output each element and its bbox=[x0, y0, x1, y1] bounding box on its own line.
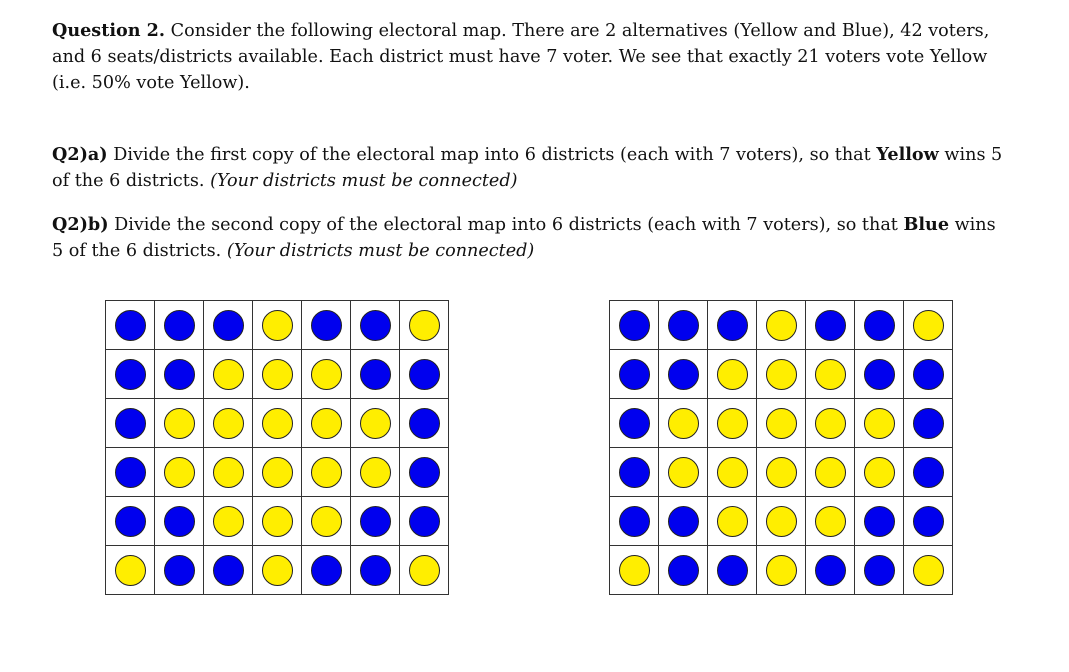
blue-voter-dot bbox=[360, 506, 391, 537]
blue-voter-dot bbox=[360, 310, 391, 341]
yellow-voter-dot bbox=[262, 555, 293, 586]
blue-voter-dot bbox=[311, 310, 342, 341]
yellow-voter-dot bbox=[262, 408, 293, 439]
map-cell bbox=[610, 546, 659, 595]
map-cell bbox=[904, 301, 953, 350]
electoral-map-second-copy bbox=[609, 300, 953, 595]
map-cell bbox=[806, 301, 855, 350]
blue-voter-dot bbox=[717, 555, 748, 586]
map-cell bbox=[253, 497, 302, 546]
map-cell bbox=[253, 448, 302, 497]
map-cell bbox=[351, 399, 400, 448]
blue-voter-dot bbox=[668, 310, 699, 341]
blue-voter-dot bbox=[213, 555, 244, 586]
blue-voter-dot bbox=[164, 359, 195, 390]
map-cell bbox=[659, 301, 708, 350]
yellow-voter-dot bbox=[360, 457, 391, 488]
blue-voter-dot bbox=[164, 506, 195, 537]
yellow-voter-dot bbox=[262, 310, 293, 341]
map-cell bbox=[610, 350, 659, 399]
part-a bbox=[52, 142, 1007, 194]
yellow-voter-dot bbox=[311, 506, 342, 537]
map-cell bbox=[806, 546, 855, 595]
map-cell bbox=[106, 399, 155, 448]
map-cell bbox=[708, 546, 757, 595]
blue-voter-dot bbox=[864, 506, 895, 537]
map-cell bbox=[855, 448, 904, 497]
blue-voter-dot bbox=[115, 408, 146, 439]
map-cell bbox=[757, 301, 806, 350]
yellow-voter-dot bbox=[717, 359, 748, 390]
map-cell bbox=[155, 301, 204, 350]
map-cell bbox=[106, 497, 155, 546]
electoral-map-first-copy bbox=[105, 300, 449, 595]
map-cell bbox=[904, 350, 953, 399]
yellow-voter-dot bbox=[311, 408, 342, 439]
blue-voter-dot bbox=[164, 555, 195, 586]
blue-voter-dot bbox=[864, 310, 895, 341]
part-a-note: (Your districts must be connected) bbox=[210, 171, 518, 191]
map-cell bbox=[351, 546, 400, 595]
blue-voter-dot bbox=[717, 310, 748, 341]
map-cell bbox=[351, 301, 400, 350]
blue-voter-dot bbox=[115, 506, 146, 537]
map-cell bbox=[253, 350, 302, 399]
yellow-voter-dot bbox=[409, 555, 440, 586]
map-cell bbox=[708, 399, 757, 448]
map-cell bbox=[400, 448, 449, 497]
blue-voter-dot bbox=[864, 359, 895, 390]
map-cell bbox=[302, 350, 351, 399]
blue-voter-dot bbox=[213, 310, 244, 341]
blue-voter-dot bbox=[619, 457, 650, 488]
yellow-voter-dot bbox=[913, 310, 944, 341]
yellow-voter-dot bbox=[815, 457, 846, 488]
map-cell bbox=[904, 546, 953, 595]
map-cell bbox=[610, 399, 659, 448]
map-cell bbox=[400, 546, 449, 595]
blue-voter-dot bbox=[311, 555, 342, 586]
map-cell bbox=[302, 546, 351, 595]
map-cell bbox=[708, 350, 757, 399]
blue-voter-dot bbox=[409, 457, 440, 488]
blue-voter-dot bbox=[815, 555, 846, 586]
yellow-voter-dot bbox=[766, 310, 797, 341]
blue-voter-dot bbox=[409, 359, 440, 390]
map-cell bbox=[904, 497, 953, 546]
question-intro-text: Consider the following electoral map. There are 2 alternatives (Yellow and Blue), 42 voters, and 6 seats/districts available. Each district must have 7 voter. We see that exactly 21 voters vote Yellow (i.e. 50% vote Yellow). bbox=[52, 21, 990, 93]
map-cell bbox=[610, 301, 659, 350]
part-b-winner: Blue bbox=[903, 214, 950, 235]
part-a-label: Q2)a) bbox=[52, 144, 108, 165]
part-b-label: Q2)b) bbox=[52, 214, 109, 235]
map-cell bbox=[400, 399, 449, 448]
yellow-voter-dot bbox=[766, 408, 797, 439]
map-cell bbox=[351, 350, 400, 399]
yellow-voter-dot bbox=[262, 359, 293, 390]
map-cell bbox=[610, 497, 659, 546]
yellow-voter-dot bbox=[311, 457, 342, 488]
blue-voter-dot bbox=[668, 359, 699, 390]
map-cell bbox=[855, 497, 904, 546]
map-cell bbox=[610, 448, 659, 497]
yellow-voter-dot bbox=[864, 408, 895, 439]
yellow-voter-dot bbox=[766, 457, 797, 488]
blue-voter-dot bbox=[409, 506, 440, 537]
yellow-voter-dot bbox=[668, 408, 699, 439]
map-cell bbox=[757, 350, 806, 399]
map-cell bbox=[806, 399, 855, 448]
map-cell bbox=[204, 350, 253, 399]
map-cell bbox=[659, 546, 708, 595]
map-cell bbox=[302, 399, 351, 448]
blue-voter-dot bbox=[115, 310, 146, 341]
part-b-result: wins 5 of the 6 districts. bbox=[52, 215, 996, 261]
blue-voter-dot bbox=[619, 506, 650, 537]
map-cell bbox=[204, 546, 253, 595]
yellow-voter-dot bbox=[668, 457, 699, 488]
yellow-voter-dot bbox=[717, 408, 748, 439]
map-cell bbox=[708, 497, 757, 546]
yellow-voter-dot bbox=[409, 310, 440, 341]
part-b bbox=[52, 212, 1007, 264]
map-cell bbox=[155, 546, 204, 595]
map-cell bbox=[302, 448, 351, 497]
map-cell bbox=[659, 350, 708, 399]
map-cell bbox=[855, 301, 904, 350]
map-cell bbox=[855, 350, 904, 399]
map-cell bbox=[855, 399, 904, 448]
part-a-text: Divide the first copy of the electoral map into 6 districts (each with 7 voters), so that bbox=[113, 145, 871, 165]
yellow-voter-dot bbox=[815, 408, 846, 439]
yellow-voter-dot bbox=[213, 506, 244, 537]
blue-voter-dot bbox=[913, 506, 944, 537]
yellow-voter-dot bbox=[766, 359, 797, 390]
blue-voter-dot bbox=[864, 555, 895, 586]
blue-voter-dot bbox=[360, 555, 391, 586]
map-cell bbox=[806, 350, 855, 399]
map-cell bbox=[806, 448, 855, 497]
blue-voter-dot bbox=[815, 310, 846, 341]
yellow-voter-dot bbox=[164, 408, 195, 439]
blue-voter-dot bbox=[115, 457, 146, 488]
yellow-voter-dot bbox=[766, 555, 797, 586]
map-cell bbox=[400, 350, 449, 399]
map-cell bbox=[204, 448, 253, 497]
map-cell bbox=[155, 448, 204, 497]
yellow-voter-dot bbox=[913, 555, 944, 586]
blue-voter-dot bbox=[913, 408, 944, 439]
map-cell bbox=[904, 399, 953, 448]
yellow-voter-dot bbox=[311, 359, 342, 390]
map-cell bbox=[659, 448, 708, 497]
map-cell bbox=[351, 497, 400, 546]
blue-voter-dot bbox=[360, 359, 391, 390]
blue-voter-dot bbox=[668, 555, 699, 586]
map-cell bbox=[106, 546, 155, 595]
map-cell bbox=[155, 399, 204, 448]
map-cell bbox=[659, 497, 708, 546]
map-cell bbox=[400, 497, 449, 546]
yellow-voter-dot bbox=[360, 408, 391, 439]
map-cell bbox=[106, 301, 155, 350]
map-cell bbox=[806, 497, 855, 546]
map-cell bbox=[757, 399, 806, 448]
map-cell bbox=[106, 448, 155, 497]
map-cell bbox=[351, 448, 400, 497]
map-cell bbox=[204, 399, 253, 448]
map-cell bbox=[400, 301, 449, 350]
map-cell bbox=[708, 301, 757, 350]
yellow-voter-dot bbox=[115, 555, 146, 586]
map-cell bbox=[106, 350, 155, 399]
map-cell bbox=[204, 301, 253, 350]
blue-voter-dot bbox=[913, 359, 944, 390]
blue-voter-dot bbox=[164, 310, 195, 341]
yellow-voter-dot bbox=[262, 457, 293, 488]
yellow-voter-dot bbox=[262, 506, 293, 537]
map-cell bbox=[757, 448, 806, 497]
map-cell bbox=[204, 497, 253, 546]
yellow-voter-dot bbox=[164, 457, 195, 488]
yellow-voter-dot bbox=[815, 359, 846, 390]
map-cell bbox=[904, 448, 953, 497]
map-cell bbox=[708, 448, 757, 497]
blue-voter-dot bbox=[913, 457, 944, 488]
blue-voter-dot bbox=[409, 408, 440, 439]
part-a-winner: Yellow bbox=[876, 144, 939, 165]
map-cell bbox=[302, 301, 351, 350]
blue-voter-dot bbox=[619, 408, 650, 439]
map-cell bbox=[757, 497, 806, 546]
yellow-voter-dot bbox=[864, 457, 895, 488]
map-cell bbox=[855, 546, 904, 595]
blue-voter-dot bbox=[619, 359, 650, 390]
yellow-voter-dot bbox=[717, 457, 748, 488]
map-cell bbox=[253, 546, 302, 595]
yellow-voter-dot bbox=[717, 506, 748, 537]
part-b-text: Divide the second copy of the electoral map into 6 districts (each with 7 voters), so that bbox=[114, 215, 898, 235]
map-cell bbox=[253, 399, 302, 448]
map-cell bbox=[253, 301, 302, 350]
map-cell bbox=[757, 546, 806, 595]
yellow-voter-dot bbox=[619, 555, 650, 586]
part-a-result: wins 5 of the 6 districts. bbox=[52, 145, 1003, 191]
map-cell bbox=[155, 497, 204, 546]
blue-voter-dot bbox=[668, 506, 699, 537]
yellow-voter-dot bbox=[213, 359, 244, 390]
question-intro bbox=[52, 18, 1007, 96]
map-cell bbox=[659, 399, 708, 448]
map-cell bbox=[302, 497, 351, 546]
question-heading: Question 2. bbox=[52, 20, 166, 41]
yellow-voter-dot bbox=[815, 506, 846, 537]
yellow-voter-dot bbox=[766, 506, 797, 537]
blue-voter-dot bbox=[115, 359, 146, 390]
yellow-voter-dot bbox=[213, 457, 244, 488]
blue-voter-dot bbox=[619, 310, 650, 341]
part-b-note: (Your districts must be connected) bbox=[226, 241, 535, 261]
map-cell bbox=[155, 350, 204, 399]
yellow-voter-dot bbox=[213, 408, 244, 439]
